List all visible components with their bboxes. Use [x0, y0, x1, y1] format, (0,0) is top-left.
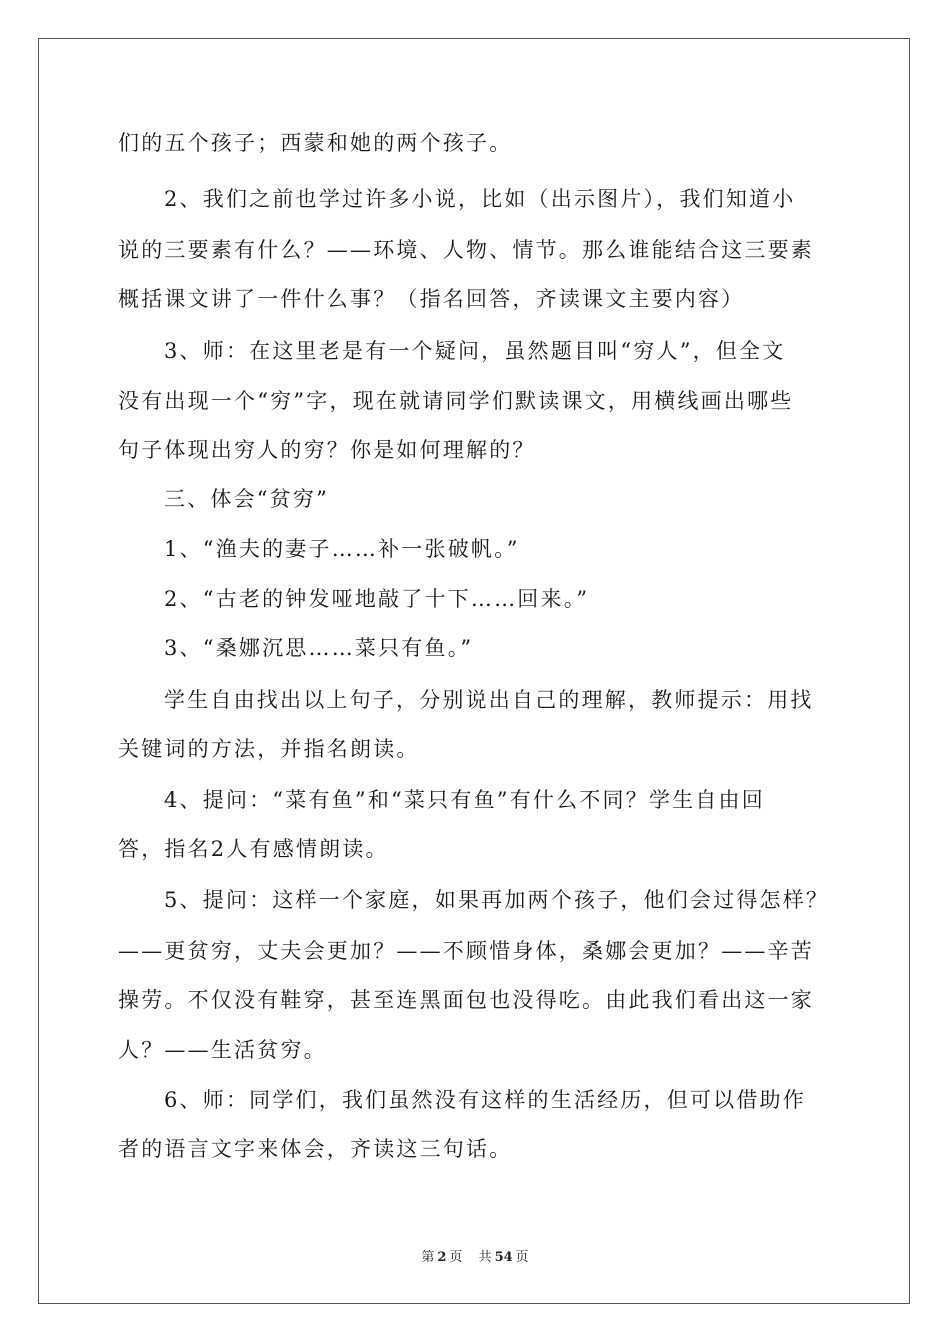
total-suffix: 页 — [515, 1250, 529, 1265]
text-line: 6、师：同学们，我们虽然没有这样的生活经历，但可以借助作 — [164, 1088, 806, 1112]
page-number: 2 — [437, 1250, 447, 1265]
text-line: 没有出现一个“穷”字，现在就请同学们默读课文，用横线画出哪些 — [118, 389, 794, 413]
text-line: 学生自由找出以上句子，分别说出自己的理解，教师提示：用找 — [164, 688, 814, 712]
text-line: 答，指名2人有感情朗读。 — [118, 837, 389, 861]
total-pages: 54 — [494, 1250, 513, 1265]
page-suffix: 页 — [449, 1250, 463, 1265]
text-line: 2、我们之前也学过许多小说，比如（出示图片），我们知道小 — [164, 187, 796, 211]
page-footer — [0, 1246, 950, 1265]
page-indicator — [418, 1250, 465, 1265]
total-indicator — [476, 1250, 532, 1265]
text-line: 们的五个孩子；西蒙和她的两个孩子。 — [118, 131, 513, 155]
text-line: 操劳。不仅没有鞋穿，甚至连黑面包也没得吃。由此我们看出这一家 — [118, 988, 814, 1012]
text-line: 3、“桑娜沉思……菜只有鱼。” — [164, 636, 474, 660]
text-line: 4、提问：“菜有鱼”和“菜只有鱼”有什么不同？学生自由回 — [164, 788, 765, 812]
text-line: 句子体现出穷人的穷？你是如何理解的？ — [118, 438, 536, 462]
text-line: 关键词的方法，并指名朗读。 — [118, 737, 420, 761]
text-line: 1、“渔夫的妻子……补一张破帆。” — [164, 537, 520, 561]
text-line: 5、提问：这样一个家庭，如果再加两个孩子，他们会过得怎样？ — [164, 888, 830, 912]
text-line: 概括课文讲了一件什么事？（指名回答，齐读课文主要内容） — [118, 287, 745, 311]
total-prefix: 共 — [478, 1250, 492, 1265]
text-line: 2、“古老的钟发哑地敲了十下……回来。” — [164, 587, 590, 611]
text-line: 人？——生活贫穷。 — [118, 1038, 327, 1062]
section-heading: 三、体会“贫穷” — [164, 487, 330, 511]
page-prefix: 第 — [421, 1250, 435, 1265]
text-line: 3、师：在这里老是有一个疑问，虽然题目叫“穷人”，但全文 — [164, 339, 786, 363]
text-line: 说的三要素有什么？——环境、人物、情节。那么谁能结合这三要素 — [118, 238, 814, 262]
text-line: 者的语言文字来体会，齐读这三句话。 — [118, 1137, 513, 1161]
text-line: ——更贫穷，丈夫会更加？——不顾惜身体，桑娜会更加？——辛苦 — [118, 939, 814, 963]
